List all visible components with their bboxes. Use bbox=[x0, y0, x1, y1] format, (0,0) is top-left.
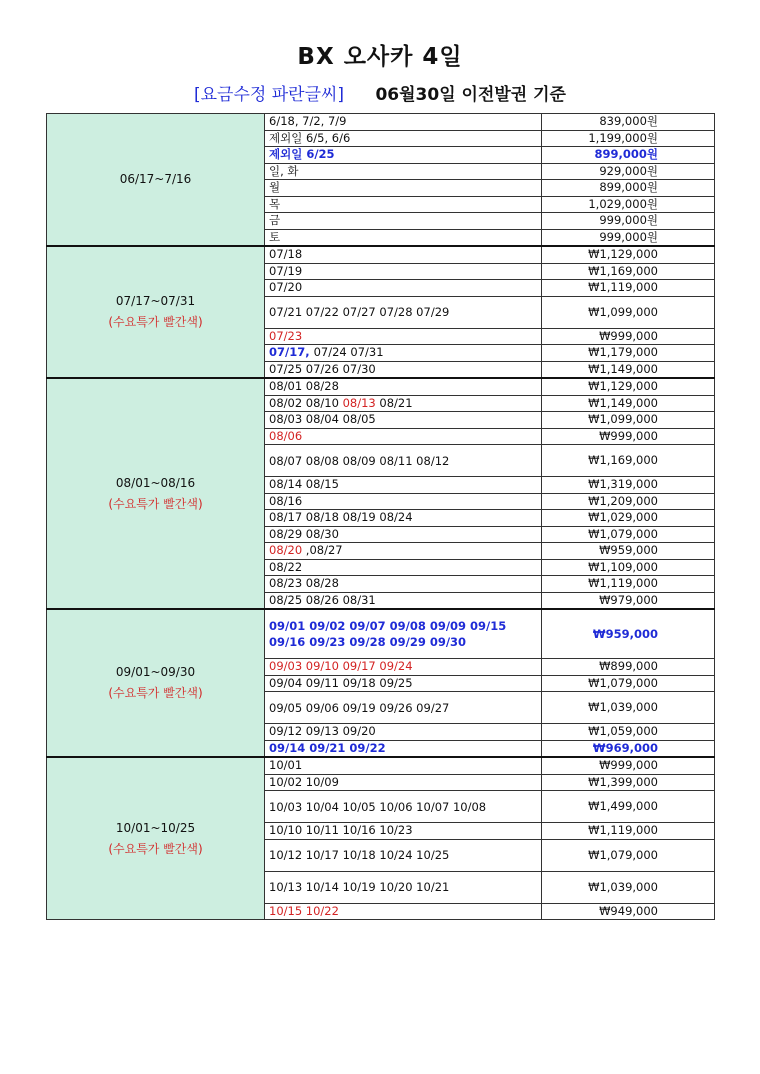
price-cell: ₩1,099,000 bbox=[542, 412, 715, 429]
price-cell: ₩1,179,000 bbox=[542, 345, 715, 362]
dates-cell: 09/05 09/06 09/19 09/26 09/27 bbox=[265, 692, 542, 724]
price-cell: 1,029,000원 bbox=[542, 196, 715, 213]
special-fare-note: (수요특가 빨간색) bbox=[108, 686, 203, 700]
dates-cell: 월 bbox=[265, 180, 542, 197]
price-cell: ₩1,209,000 bbox=[542, 493, 715, 510]
price-cell: ₩899,000 bbox=[542, 659, 715, 676]
price-cell: ₩959,000 bbox=[542, 609, 715, 659]
dates-cell: 07/19 bbox=[265, 263, 542, 280]
table-row bbox=[47, 609, 715, 659]
subtitle bbox=[0, 80, 760, 105]
dates-cell: 09/01 09/02 09/07 09/08 09/09 09/15 09/16 09/23 09/28 09/29 09/30 bbox=[265, 609, 542, 659]
dates-cell: 10/10 10/11 10/16 10/23 bbox=[265, 823, 542, 840]
period-cell bbox=[47, 378, 265, 609]
dates-cell: 08/14 08/15 bbox=[265, 477, 542, 494]
table-row bbox=[47, 114, 715, 131]
dates-cell: 10/03 10/04 10/05 10/06 10/07 10/08 bbox=[265, 791, 542, 823]
dates-cell: 08/23 08/28 bbox=[265, 576, 542, 593]
dates-cell: 토 bbox=[265, 229, 542, 246]
dates-cell: 6/18, 7/2, 7/9 bbox=[265, 114, 542, 131]
fare-table bbox=[46, 113, 715, 920]
price-cell: 999,000원 bbox=[542, 213, 715, 230]
dates-cell: 08/07 08/08 08/09 08/11 08/12 bbox=[265, 445, 542, 477]
special-fare-note: (수요특가 빨간색) bbox=[108, 496, 203, 511]
price-cell: ₩999,000 bbox=[542, 328, 715, 345]
dates-cell: 08/29 08/30 bbox=[265, 526, 542, 543]
special-fare-note: (수요특가 빨간색) bbox=[108, 315, 203, 329]
price-cell: 999,000원 bbox=[542, 229, 715, 246]
special-fare-note: (수요특가 빨간색) bbox=[108, 841, 203, 856]
price-cell: ₩1,109,000 bbox=[542, 559, 715, 576]
price-cell: ₩999,000 bbox=[542, 428, 715, 445]
price-cell: ₩1,149,000 bbox=[542, 361, 715, 378]
price-cell: ₩1,079,000 bbox=[542, 675, 715, 692]
document-title: BX 오사카 4일 bbox=[297, 44, 463, 70]
dates-cell: 08/22 bbox=[265, 559, 542, 576]
price-cell: ₩1,499,000 bbox=[542, 791, 715, 823]
price-cell: 929,000원 bbox=[542, 163, 715, 180]
price-cell: ₩1,079,000 bbox=[542, 526, 715, 543]
dates-cell: 10/02 10/09 bbox=[265, 774, 542, 791]
price-cell: ₩959,000 bbox=[542, 543, 715, 560]
dates-cell: 07/25 07/26 07/30 bbox=[265, 361, 542, 378]
price-cell: ₩1,029,000 bbox=[542, 510, 715, 527]
dates-cell: 07/17, 07/24 07/31 bbox=[265, 345, 542, 362]
table-row bbox=[47, 246, 715, 263]
dates-cell: 09/03 09/10 09/17 09/24 bbox=[265, 659, 542, 676]
dates-cell: 07/23 bbox=[265, 328, 542, 345]
price-cell: ₩1,169,000 bbox=[542, 445, 715, 477]
price-cell: ₩1,129,000 bbox=[542, 378, 715, 395]
dates-cell: 08/06 bbox=[265, 428, 542, 445]
dates-cell: 제외일 6/5, 6/6 bbox=[265, 130, 542, 147]
dates-cell: 09/14 09/21 09/22 bbox=[265, 740, 542, 757]
period-cell bbox=[47, 609, 265, 757]
price-cell: ₩949,000 bbox=[542, 903, 715, 920]
price-cell: ₩1,039,000 bbox=[542, 692, 715, 724]
price-cell: 1,199,000원 bbox=[542, 130, 715, 147]
dates-cell: 일, 화 bbox=[265, 163, 542, 180]
period-cell bbox=[47, 246, 265, 378]
price-cell: ₩1,039,000 bbox=[542, 871, 715, 903]
price-cell: ₩1,059,000 bbox=[542, 724, 715, 741]
dates-cell: 08/17 08/18 08/19 08/24 bbox=[265, 510, 542, 527]
price-cell: ₩1,079,000 bbox=[542, 839, 715, 871]
dates-cell: 08/16 bbox=[265, 493, 542, 510]
price-cell: 839,000원 bbox=[542, 114, 715, 131]
dates-cell: 08/20 ,08/27 bbox=[265, 543, 542, 560]
dates-cell: 07/18 bbox=[265, 246, 542, 263]
price-cell: ₩1,169,000 bbox=[542, 263, 715, 280]
price-cell: ₩1,119,000 bbox=[542, 280, 715, 297]
period-label: 09/01~09/30 bbox=[115, 665, 196, 679]
dates-cell: 09/12 09/13 09/20 bbox=[265, 724, 542, 741]
price-cell: 899,000원 bbox=[542, 147, 715, 164]
price-cell: ₩969,000 bbox=[542, 740, 715, 757]
price-change-note: [요금수정 파란글씨] bbox=[194, 85, 345, 105]
price-cell: ₩1,119,000 bbox=[542, 823, 715, 840]
dates-cell: 목 bbox=[265, 196, 542, 213]
dates-cell: 제외일 6/25 bbox=[265, 147, 542, 164]
dates-cell: 08/03 08/04 08/05 bbox=[265, 412, 542, 429]
dates-cell: 08/25 08/26 08/31 bbox=[265, 592, 542, 609]
dates-cell: 10/15 10/22 bbox=[265, 903, 542, 920]
price-cell: ₩1,119,000 bbox=[542, 576, 715, 593]
price-cell: ₩1,319,000 bbox=[542, 477, 715, 494]
period-label: 06/17~7/16 bbox=[119, 172, 192, 186]
period-label: 07/17~07/31 bbox=[115, 294, 196, 308]
table-row bbox=[47, 378, 715, 395]
dates-cell: 10/13 10/14 10/19 10/20 10/21 bbox=[265, 871, 542, 903]
table-row bbox=[47, 757, 715, 774]
dates-cell: 09/04 09/11 09/18 09/25 bbox=[265, 675, 542, 692]
price-cell: ₩1,399,000 bbox=[542, 774, 715, 791]
period-label: 08/01~08/16 bbox=[115, 475, 196, 490]
dates-cell: 08/02 08/10 08/13 08/21 bbox=[265, 395, 542, 412]
period-cell bbox=[47, 757, 265, 920]
price-cell: ₩979,000 bbox=[542, 592, 715, 609]
period-cell bbox=[47, 114, 265, 247]
price-cell: 899,000원 bbox=[542, 180, 715, 197]
fare-table-body bbox=[47, 114, 715, 920]
dates-cell: 금 bbox=[265, 213, 542, 230]
period-label: 10/01~10/25 bbox=[115, 820, 196, 835]
price-cell: ₩1,129,000 bbox=[542, 246, 715, 263]
price-cell: ₩999,000 bbox=[542, 757, 715, 774]
ticketing-basis: 06월30일 이전발권 기준 bbox=[375, 85, 566, 105]
dates-cell: 07/21 07/22 07/27 07/28 07/29 bbox=[265, 296, 542, 328]
dates-cell: 10/01 bbox=[265, 757, 542, 774]
dates-cell: 07/20 bbox=[265, 280, 542, 297]
dates-cell: 08/01 08/28 bbox=[265, 378, 542, 395]
price-cell: ₩1,149,000 bbox=[542, 395, 715, 412]
price-cell: ₩1,099,000 bbox=[542, 296, 715, 328]
dates-cell: 10/12 10/17 10/18 10/24 10/25 bbox=[265, 839, 542, 871]
